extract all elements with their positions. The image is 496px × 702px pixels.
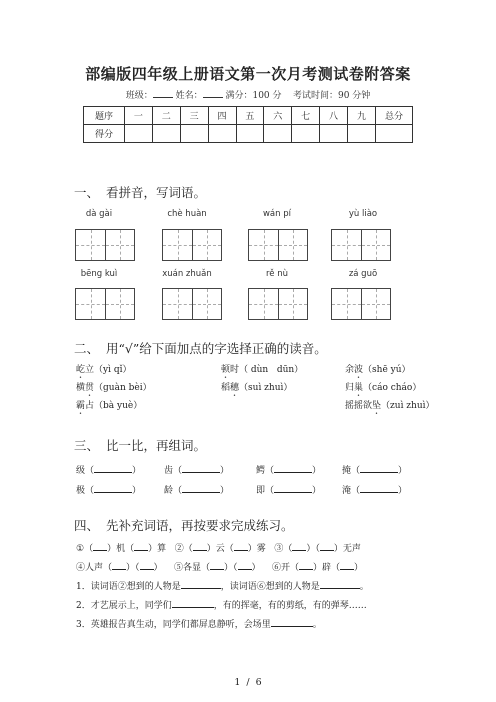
compare-item[interactable]: 龄（ ） (164, 483, 229, 496)
score-cell[interactable] (208, 125, 236, 143)
reading-item: 归巢（cáo cháo） (345, 383, 422, 393)
score-cell[interactable] (320, 125, 348, 143)
class-label: 班级： (125, 91, 153, 101)
score-header-cell: 二 (152, 107, 180, 125)
exam-time: 考试时间：90 分钟 (292, 91, 371, 101)
score-header-cell: 九 (348, 107, 376, 125)
page-number: 1 / 6 (234, 677, 262, 688)
name-blank (203, 89, 223, 98)
score-header-row (84, 107, 413, 125)
idiom-line[interactable]: ①（ ）机（ ）算 ②（ ）云（ ）雾 ③（ ）（ ）无声 (76, 541, 361, 554)
score-header-cell: 三 (180, 107, 208, 125)
pinyin: wán pí (262, 209, 291, 219)
score-header-cell: 八 (320, 107, 348, 125)
compare-item[interactable]: 齿（ ） (164, 463, 229, 476)
pinyin: rě nù (265, 269, 288, 279)
score-header-cell: 四 (208, 107, 236, 125)
class-blank (153, 89, 173, 98)
compare-item[interactable]: 即（ ） (256, 483, 321, 496)
reading-item: 顿时（ dùn dūn） (221, 365, 304, 375)
pinyin: chè huàn (167, 209, 207, 219)
score-cell[interactable] (264, 125, 292, 143)
compare-item[interactable]: 极（ ） (76, 483, 141, 496)
score-cell[interactable] (236, 125, 264, 143)
writing-grid[interactable] (162, 288, 222, 320)
idiom-line[interactable]: ④人声（ ）（ ） ⑤各显（ ）（ ） ⑥开（ ）辟（ ） (76, 560, 363, 573)
writing-grid[interactable] (75, 288, 135, 320)
question-2[interactable]: 2．才艺展示上，同学们 ，有的挥毫，有的剪纸，有的弹琴…… (76, 598, 367, 611)
score-row (84, 125, 413, 143)
score-header-cell: 一 (125, 107, 153, 125)
section-3-heading: 三、 比一比，再组词。 (74, 438, 207, 453)
question-1[interactable]: 1．读词语②想到的人物是 ，读词语⑥想到的人物是 。 (76, 579, 369, 592)
score-header-cell: 题序 (84, 107, 125, 125)
reading-item: 摇摇欲坠（zuì zhuì） (345, 401, 435, 411)
score-table (83, 106, 413, 143)
pinyin: bēng kuì (80, 269, 118, 279)
section-2-heading: 二、 用“√”给下面加点的字选择正确的读音。 (74, 341, 327, 356)
compare-item[interactable]: 淹（ ） (342, 483, 407, 496)
score-header-cell: 五 (236, 107, 264, 125)
score-cell[interactable] (348, 125, 376, 143)
pinyin: dà gài (85, 209, 113, 219)
score-header-cell: 六 (264, 107, 292, 125)
writing-grid[interactable] (248, 288, 308, 320)
full-score: 满分：100 分 (225, 91, 282, 101)
score-header-cell: 总分 (376, 107, 413, 125)
score-header-cell: 七 (292, 107, 320, 125)
compare-item[interactable]: 掩（ ） (342, 463, 407, 476)
pinyin: yù liào (348, 209, 378, 219)
compare-item[interactable]: 级（ ） (76, 463, 141, 476)
pinyin: zá guō (348, 269, 378, 279)
reading-item: 霸占（bà yuè） (76, 401, 143, 411)
writing-grid[interactable] (331, 229, 391, 261)
writing-grid[interactable] (331, 288, 391, 320)
score-cell[interactable] (152, 125, 180, 143)
reading-item: 稻穗（suì zhuì） (221, 383, 293, 393)
name-label: 姓名： (175, 91, 203, 101)
compare-item[interactable]: 鳄（ ） (256, 463, 321, 476)
pinyin: xuán zhuǎn (162, 269, 212, 279)
score-cell[interactable] (125, 125, 153, 143)
score-cell[interactable] (292, 125, 320, 143)
score-row-label: 得分 (84, 125, 125, 143)
page-title: 部编版四年级上册语文第一次月考测试卷附答案 (85, 65, 411, 83)
reading-item: 屹立（yì qǐ） (76, 365, 132, 375)
question-3[interactable]: 3．英雄报告真生动，同学们都屏息静听，会场里 。 (76, 617, 322, 630)
reading-item: 横贯（guàn bèi） (76, 383, 152, 393)
section-1-heading: 一、 看拼音，写词语。 (74, 185, 207, 200)
writing-grid[interactable] (162, 229, 222, 261)
writing-grid[interactable] (75, 229, 135, 261)
section-4-heading: 四、 先补充词语，再按要求完成练习。 (74, 518, 294, 533)
reading-item: 余波（shē yú） (345, 365, 411, 375)
score-cell[interactable] (376, 125, 413, 143)
writing-grid[interactable] (248, 229, 308, 261)
score-cell[interactable] (180, 125, 208, 143)
exam-info (0, 88, 496, 101)
